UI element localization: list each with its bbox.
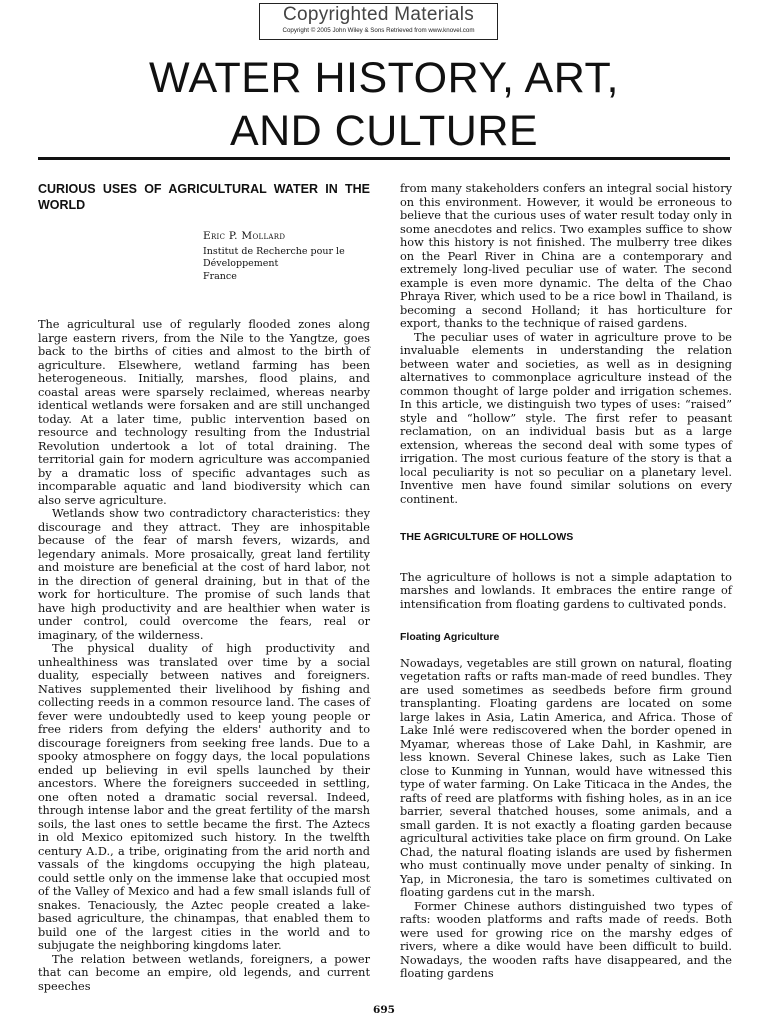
- paragraph: Wetlands show two contradictory characteristics: they discourage and they attract. They are inhospitable because of the fear of marsh fevers, wizards, and legendary animals. More prosaically, great land fertility and moisture are beneficial at the cost of hard labor, not in the direction of general draining, but in that of the work for horticulture. The promise of such lands that have high productivity and are healthier when water is under control, could overcome the fears, real or imaginary, of the wilderness.: [38, 507, 370, 642]
- paragraph: Former Chinese authors distinguished two types of rafts: wooden platforms and rafts made of reeds. Both were used for growing rice on the marshy edges of rivers, where a dike would have been difficult to build. Nowadays, the wooden rafts have disappeared, and the floating gardens: [400, 899, 732, 980]
- author-affiliation-3: France: [203, 270, 237, 282]
- article-title: CURIOUS USES OF AGRICULTURAL WATER IN THE WORLD: [38, 182, 370, 212]
- author-name: Eric P. Mollard: [203, 230, 286, 242]
- paragraph: Nowadays, vegetables are still grown on natural, floating vegetation rafts or rafts man-made of reed bundles. They are used sometimes as seedbeds before firm ground transplanting. Floating gardens are located on some large lakes in Asia, Latin America, and Africa. Those of Lake Inlé were rediscovered when the border opened in Myamar, whereas those of Lake Dahl, in Kashmir, are less known. Several Chinese lakes, such as Lake Tien close to Kunming in Yunnan, would have witnessed this type of water farming. On Lake Titicaca in the Andes, the rafts of reed are platforms with fishing holes, as in an ice barrier, several thatched houses, some animals, and a small garden. It is not exactly a floating garden because agricultural activities take place on firm ground. On Lake Chad, the natural floating islands are used by fishermen who must continually move under penalty of sinking. In Yap, in Micronesia, the taro is sometimes cultivated on floating gardens cut in the marsh.: [400, 656, 732, 899]
- author-affiliation-1: Institut de Recherche pour le: [203, 245, 345, 257]
- chapter-title-line1: WATER HISTORY, ART,: [149, 54, 619, 102]
- paragraph: from many stakeholders confers an integral social history on this environment. However, it would be erroneous to believe that the curious uses of water result today only in some anecdotes and relics. Two examples suffice to show how this history is not finished. The mulberry tree dikes on the Pearl River in China are a contemporary and extremely long-lived peculiar use of water. The second example is even more dynamic. The delta of the Chao Phraya River, which used to be a rice bowl in Thailand, is becoming a second Holland; it has horticulture for export, thanks to the technique of raised gardens.: [400, 182, 732, 330]
- author-block: [203, 230, 370, 283]
- section-heading: THE AGRICULTURE OF HOLLOWS: [400, 531, 574, 543]
- paragraph: The relation between wetlands, foreigners, a power that can become an empire, old legends, and current speeches: [38, 952, 370, 993]
- title-rule: [38, 157, 730, 160]
- paragraph: The peculiar uses of water in agriculture prove to be invaluable elements in understanding the relation between water and societies, as well as in designing alternatives to commonplace agriculture instead of the common thought of large polder and irrigation schemes. In this article, we distinguish two types of uses: “raised” style and “hollow” style. The first refer to peasant reclamation, on an individual basis but as a large extension, whereas the second deal with some types of irrigation. The most curious feature of the story is that a local peculiarity is not so peculiar on a planetary level. Inventive men have found similar solutions on every continent.: [400, 330, 732, 506]
- right-column: [400, 182, 732, 981]
- paragraph: The agriculture of hollows is not a simple adaptation to marshes and lowlands. It embraces the entire range of intensification from floating gardens to cultivated ponds.: [400, 570, 732, 611]
- chapter-title-line2: AND CULTURE: [229, 107, 539, 155]
- author-affiliation-2: Développement: [203, 258, 279, 269]
- chapter-title: [0, 52, 768, 158]
- page-number: 695: [373, 1004, 395, 1016]
- copyright-stamp: [259, 3, 498, 40]
- stamp-title: Copyrighted Materials: [282, 4, 475, 25]
- subsection-heading: Floating Agriculture: [400, 631, 500, 643]
- left-column: [38, 181, 370, 993]
- stamp-subtitle: Copyright © 2005 John Wiley & Sons Retrieved from www.knovel.com: [282, 27, 475, 34]
- paragraph: The agricultural use of regularly flooded zones along large eastern rivers, from the Nile to the Yangtze, goes back to the births of cities and almost to the birth of agriculture. Elsewhere, wetland farming has been heterogeneous. Initially, marshes, flood plains, and coastal areas were sparsely reclaimed, whereas nearby identical wetlands were forsaken and are still unchanged today. At a later time, public intervention based on resource and technology resulting from the Industrial Revolution undertook a lot of total draining. The territorial gain for modern agriculture was accompanied by a dramatic loss of specific advantages such as incomparable aquatic and land biodiversity which can also serve agriculture.: [38, 318, 370, 507]
- paragraph: The physical duality of high productivity and unhealthiness was translated over time by a social duality, especially between natives and foreigners. Natives supplemented their livelihood by fishing and collecting reeds in a common resource land. The cases of fever were undoubtedly used to keep young people or free riders from defying the elders' authority and to discourage foreigners from seeking free lands. Due to a spooky atmosphere on foggy days, the local populations ended up believing in evil spells launched by their ancestors. Where the foreigners succeeded in settling, one often noted a dramatic social reversal. Indeed, through intense labor and the great fertility of the marsh soils, the last ones to settle became the first. The Aztecs in old Mexico epitomized such history. In the twelfth century A.D., a tribe, originating from the arid north and vassals of the kingdoms occupying the high plateau, could settle only on the immense lake that occupied most of the Valley of Mexico and had a few small islands full of snakes. Tenaciously, the Aztec people created a lake-based agriculture, the chinampas, that enabled them to build one of the largest cities in the world and to subjugate the neighboring kingdoms later.: [38, 642, 370, 952]
